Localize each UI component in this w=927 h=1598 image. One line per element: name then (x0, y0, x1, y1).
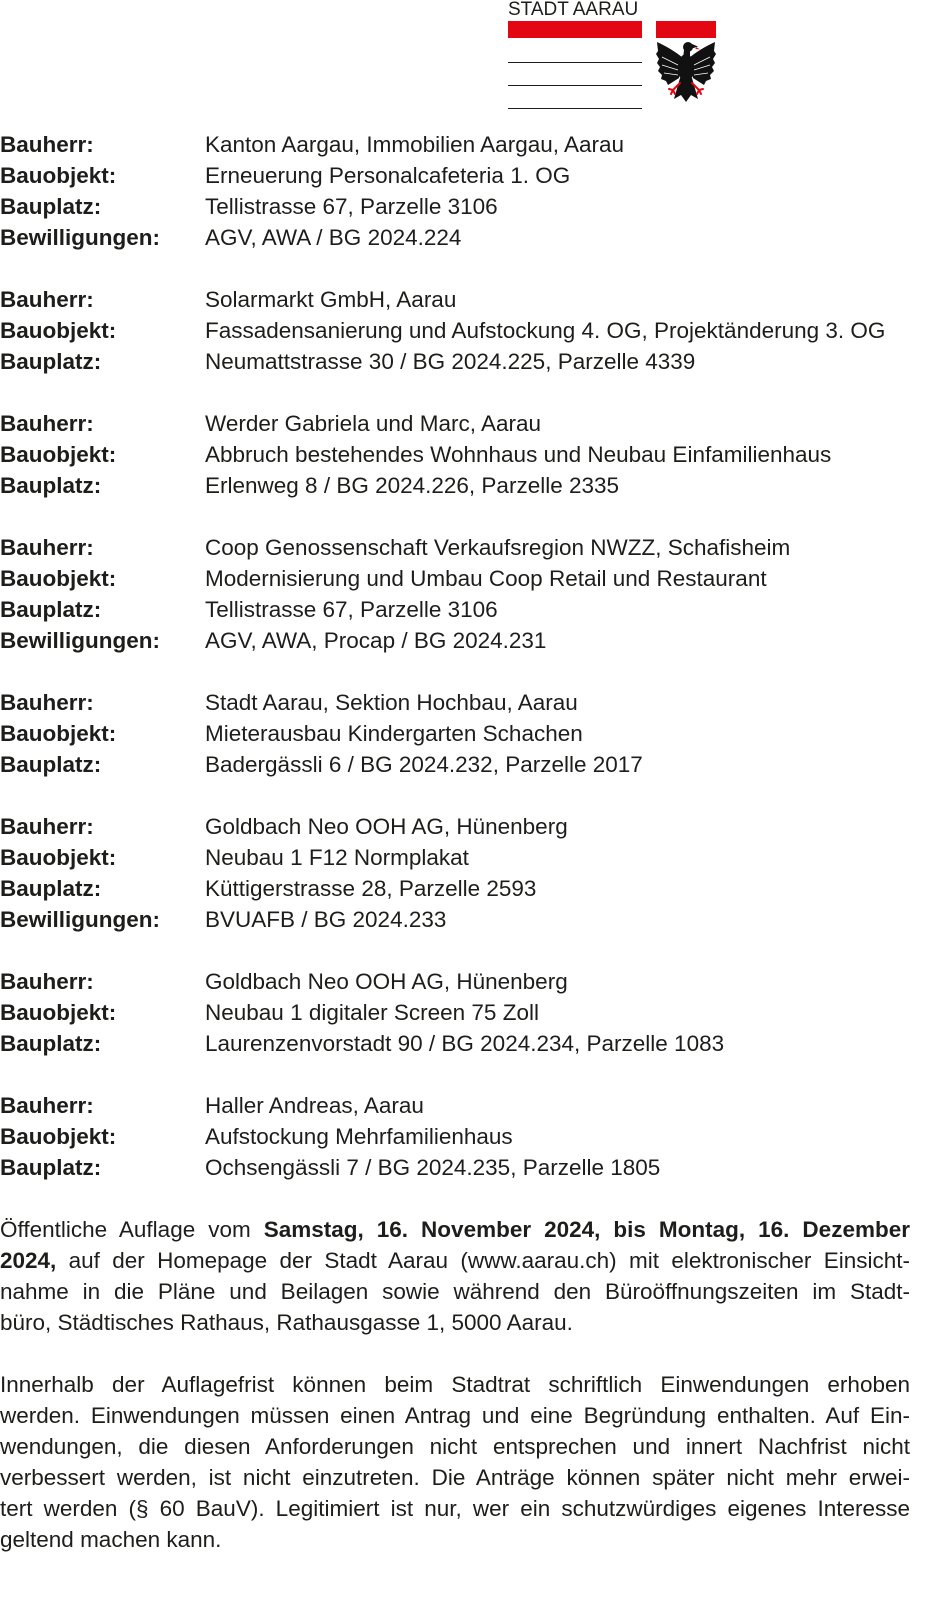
permit-entry (0, 129, 910, 253)
text: wendungen, die diesen Anforderungen nicht entsprechen und innert Nachfrist nicht (0, 1434, 910, 1459)
bauplatz-row (0, 470, 910, 501)
permit-entry (0, 687, 910, 780)
bewilligungen-value: AGV, AWA, Procap / BG 2024.231 (205, 628, 547, 653)
bauobjekt-label: Bauobjekt: (0, 318, 117, 343)
bauobjekt-row (0, 718, 910, 749)
permit-entry (0, 532, 910, 656)
bauobjekt-row (0, 160, 910, 191)
bauobjekt-label: Bauobjekt: (0, 566, 117, 591)
coat-of-arms-red-chief (656, 21, 716, 38)
bauplatz-value: Badergässli 6 / BG 2024.232, Parzelle 2017 (205, 752, 643, 777)
text: Innerhalb der Auflagefrist können beim Stadtrat schriftlich Einwendungen erhoben (0, 1372, 910, 1397)
bauobjekt-value: Modernisierung und Umbau Coop Retail und Restaurant (205, 566, 767, 591)
paragraph-line (0, 1462, 910, 1493)
bauobjekt-row (0, 315, 910, 346)
bauplatz-label: Bauplatz: (0, 349, 102, 374)
bauplatz-value: Küttigerstrasse 28, Parzelle 2593 (205, 876, 537, 901)
logo-rule-line (508, 108, 642, 109)
bewilligungen-value: BVUAFB / BG 2024.233 (205, 907, 447, 932)
bauplatz-label: Bauplatz: (0, 1155, 102, 1180)
bauplatz-value: Laurenzenvorstadt 90 / BG 2024.234, Parzelle 1083 (205, 1031, 725, 1056)
paragraph-line (0, 1493, 910, 1524)
paragraph-line (0, 1431, 910, 1462)
bauobjekt-label: Bauobjekt: (0, 845, 117, 870)
bauobjekt-value: Erneuerung Personalcafeteria 1. OG (205, 163, 571, 188)
paragraph-line (0, 1524, 910, 1555)
paragraph-line (0, 1369, 910, 1400)
bauplatz-label: Bauplatz: (0, 194, 102, 219)
city-logo-text: STADT AARAU (508, 0, 639, 20)
permit-entries-list (0, 129, 910, 1183)
bauplatz-label: Bauplatz: (0, 597, 102, 622)
bauplatz-value: Tellistrasse 67, Parzelle 3106 (205, 597, 498, 622)
bauherr-value: Haller Andreas, Aarau (205, 1093, 424, 1118)
bauherr-value: Kanton Aargau, Immobilien Aargau, Aarau (205, 132, 625, 157)
bauplatz-row (0, 873, 910, 904)
bauplatz-row (0, 749, 910, 780)
bauobjekt-label: Bauobjekt: (0, 1000, 117, 1025)
bewilligungen-row (0, 222, 910, 253)
bauobjekt-label: Bauobjekt: (0, 442, 117, 467)
bauherr-row (0, 1090, 910, 1121)
permit-entry (0, 408, 910, 501)
bauherr-row (0, 966, 910, 997)
text: Öffentliche Auflage vom (0, 1217, 264, 1242)
bauplatz-row (0, 191, 910, 222)
bauobjekt-value: Mieterausbau Kindergarten Schachen (205, 721, 583, 746)
bauobjekt-row (0, 1121, 910, 1152)
bauplatz-value: Ochsengässli 7 / BG 2024.235, Parzelle 1805 (205, 1155, 661, 1180)
bauherr-label: Bauherr: (0, 690, 94, 715)
bauherr-value: Goldbach Neo OOH AG, Hünenberg (205, 814, 568, 839)
paragraph-line (0, 1276, 910, 1307)
paragraph-line (0, 1307, 910, 1338)
bauherr-label: Bauherr: (0, 132, 94, 157)
bauplatz-value: Erlenweg 8 / BG 2024.226, Parzelle 2335 (205, 473, 620, 498)
bauplatz-row (0, 594, 910, 625)
public-display-paragraph (0, 1214, 910, 1338)
bold-text: Samstag, 16. November 2024, bis Montag, 16. Dezember (263, 1217, 910, 1242)
logo-rule-line (508, 62, 642, 63)
bauobjekt-row (0, 563, 910, 594)
bauplatz-value: Neumattstrasse 30 / BG 2024.225, Parzelle 4339 (205, 349, 696, 374)
bauobjekt-row (0, 842, 910, 873)
bauherr-row (0, 532, 910, 563)
text: tert werden (§ 60 BauV). Legitimiert ist nur, wer ein schutzwürdiges eigenes Interesse (0, 1496, 910, 1521)
paragraph-line (0, 1400, 910, 1431)
objection-paragraph (0, 1369, 910, 1555)
bauplatz-row (0, 346, 910, 377)
bauobjekt-value: Neubau 1 F12 Normplakat (205, 845, 469, 870)
bauplatz-label: Bauplatz: (0, 473, 102, 498)
bauherr-label: Bauherr: (0, 1093, 94, 1118)
permit-entry (0, 811, 910, 935)
bauherr-value: Goldbach Neo OOH AG, Hünenberg (205, 969, 568, 994)
coat-of-arms-icon (656, 21, 716, 107)
bauobjekt-label: Bauobjekt: (0, 163, 117, 188)
permit-entry (0, 966, 910, 1059)
bewilligungen-row (0, 625, 910, 656)
text: auf der Homepage der Stadt Aarau (www.aarau.ch) mit elektronischer Einsicht- (56, 1248, 910, 1273)
bauobjekt-value: Fassadensanierung und Aufstockung 4. OG, Projektänderung 3. OG (205, 318, 886, 343)
bewilligungen-row (0, 904, 910, 935)
bauherr-value: Coop Genossenschaft Verkaufsregion NWZZ, Schafisheim (205, 535, 791, 560)
bauherr-row (0, 408, 910, 439)
bauherr-row (0, 811, 910, 842)
paragraph-line (0, 1214, 910, 1245)
text: büro, Städtisches Rathaus, Rathausgasse 1, 5000 Aarau. (0, 1310, 573, 1335)
bold-text: 2024, (0, 1248, 57, 1273)
text: verbessert werden, ist nicht einzutreten. Die Anträge können später nicht mehr erwei- (0, 1465, 910, 1490)
bewilligungen-label: Bewilligungen: (0, 907, 160, 932)
bauplatz-label: Bauplatz: (0, 752, 102, 777)
bauplatz-row (0, 1028, 910, 1059)
bauherr-label: Bauherr: (0, 287, 94, 312)
bauherr-row (0, 284, 910, 315)
bewilligungen-value: AGV, AWA / BG 2024.224 (205, 225, 462, 250)
bauobjekt-value: Neubau 1 digitaler Screen 75 Zoll (205, 1000, 539, 1025)
building-permit-publication (0, 129, 910, 1586)
bauobjekt-value: Aufstockung Mehrfamilienhaus (205, 1124, 513, 1149)
permit-entry (0, 284, 910, 377)
eagle-icon (656, 42, 716, 102)
text: nahme in die Pläne und Beilagen sowie während den Büroöffnungszeiten im Stadt- (0, 1279, 910, 1304)
bauplatz-label: Bauplatz: (0, 876, 102, 901)
eagle-tongue (696, 47, 701, 50)
bauplatz-label: Bauplatz: (0, 1031, 102, 1056)
bauherr-row (0, 129, 910, 160)
notice-text (0, 1214, 910, 1555)
bewilligungen-label: Bewilligungen: (0, 628, 160, 653)
bauplatz-row (0, 1152, 910, 1183)
bauherr-value: Werder Gabriela und Marc, Aarau (205, 411, 541, 436)
bauherr-row (0, 687, 910, 718)
paragraph-line (0, 1245, 910, 1276)
permit-entry (0, 1090, 910, 1183)
text: werden. Einwendungen müssen einen Antrag und eine Begründung enthalten. Auf Ein- (0, 1403, 910, 1428)
bauherr-value: Solarmarkt GmbH, Aarau (205, 287, 457, 312)
bauobjekt-value: Abbruch bestehendes Wohnhaus und Neubau Einfamilienhaus (205, 442, 832, 467)
bauherr-label: Bauherr: (0, 969, 94, 994)
bauherr-label: Bauherr: (0, 814, 94, 839)
bauplatz-value: Tellistrasse 67, Parzelle 3106 (205, 194, 498, 219)
bewilligungen-label: Bewilligungen: (0, 225, 160, 250)
bauobjekt-row (0, 439, 910, 470)
logo-rule-line (508, 85, 642, 86)
bauobjekt-label: Bauobjekt: (0, 721, 117, 746)
text: geltend machen kann. (0, 1527, 222, 1552)
bauherr-label: Bauherr: (0, 535, 94, 560)
logo-red-bar (508, 21, 642, 38)
bauherr-value: Stadt Aarau, Sektion Hochbau, Aarau (205, 690, 578, 715)
bauobjekt-label: Bauobjekt: (0, 1124, 117, 1149)
bauobjekt-row (0, 997, 910, 1028)
bauherr-label: Bauherr: (0, 411, 94, 436)
